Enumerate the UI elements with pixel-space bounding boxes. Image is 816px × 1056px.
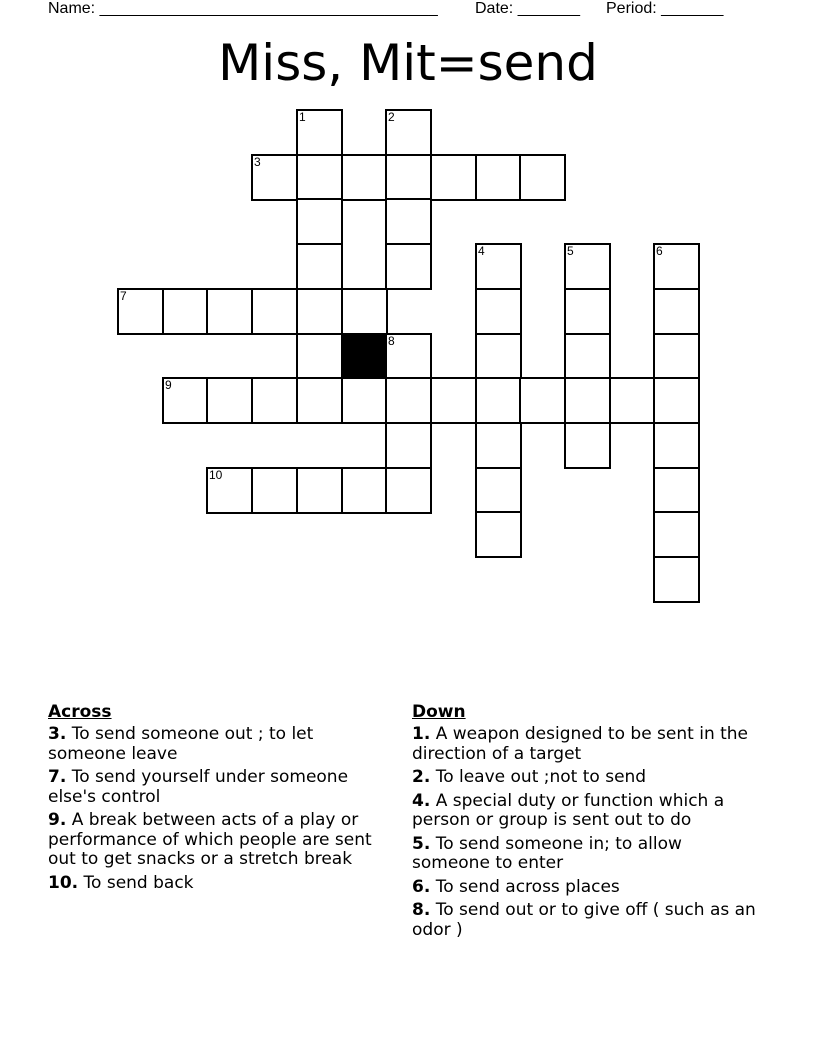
grid-cell[interactable] [475,467,522,514]
clue-down-4 [412,792,757,831]
grid-cell[interactable] [206,288,253,335]
grid-cell[interactable] [341,288,388,335]
clue-text: To send yourself under someone else's control [48,767,349,807]
clue-number: 1. [412,724,431,744]
clue-text: To send across places [435,876,620,897]
grid-cell[interactable] [564,422,611,469]
clue-number: 6. [412,876,431,897]
grid-cell[interactable] [296,154,343,201]
grid-cell[interactable] [564,333,611,380]
down-clues [412,702,757,944]
grid-cell[interactable] [296,467,343,514]
clue-number: 3. [48,724,67,744]
clue-number-label: 9 [165,378,172,392]
grid-cell[interactable] [653,511,700,558]
date-field-label: Date: _______ [475,0,580,17]
clue-text: A break between acts of a play or performance of which people are sent out to get snacks or a stretch break [48,810,372,869]
clue-text: A special duty or function which a person or group is sent out to do [412,790,725,830]
grid-cell[interactable] [430,377,477,424]
clue-number-label: 7 [120,289,127,303]
grid-cell[interactable] [206,467,253,514]
clue-number: 8. [412,900,431,920]
grid-cell[interactable] [475,243,522,290]
grid-cell[interactable] [296,198,343,245]
grid-cell[interactable] [296,377,343,424]
clue-text: A weapon designed to be sent in the direction of a target [412,724,749,764]
grid-cell[interactable] [475,511,522,558]
clue-number: 9. [48,810,67,830]
grid-cell[interactable] [206,377,253,424]
grid-cell[interactable] [296,243,343,290]
clue-across-10 [48,874,393,894]
clue-number: 7. [48,767,67,787]
grid-cell[interactable] [653,333,700,380]
clue-across-9 [48,811,393,870]
clue-number-label: 2 [388,110,395,124]
grid-cell[interactable] [519,377,566,424]
clue-across-3 [48,725,393,764]
clue-text: To leave out ;not to send [435,767,647,787]
clue-text: To send someone out ; to let someone leave [48,724,314,764]
down-heading: Down [412,702,466,722]
clue-number: 10. [48,872,79,893]
black-cell [341,333,388,380]
grid-cell[interactable] [475,333,522,380]
name-field-label: Name: ______________________________________ [48,0,438,17]
grid-cell[interactable] [430,154,477,201]
grid-cell[interactable] [296,288,343,335]
grid-cell[interactable] [385,243,432,290]
period-field-label: Period: _______ [606,0,724,17]
clue-number-label: 3 [254,155,261,169]
clue-down-6 [412,878,757,898]
clue-number-label: 4 [478,244,485,258]
grid-cell[interactable] [475,377,522,424]
grid-cell[interactable] [653,556,700,603]
grid-cell[interactable] [385,109,432,156]
grid-cell[interactable] [564,243,611,290]
clue-text: To send back [83,872,194,893]
grid-cell[interactable] [609,377,656,424]
grid-cell[interactable] [162,377,209,424]
clue-down-2 [412,768,757,788]
grid-cell[interactable] [385,377,432,424]
clue-number-label: 6 [656,244,663,258]
grid-cell[interactable] [564,288,611,335]
clue-down-5 [412,835,757,874]
grid-cell[interactable] [296,333,343,380]
clue-number: 2. [412,767,431,787]
clue-text: To send out or to give off ( such as an odor ) [412,900,756,940]
grid-cell[interactable] [251,154,298,201]
page-title: Miss, Mit=send [218,34,598,92]
grid-cell[interactable] [564,377,611,424]
grid-cell[interactable] [385,333,432,380]
grid-cell[interactable] [519,154,566,201]
grid-cell[interactable] [653,243,700,290]
clue-across-7 [48,768,393,807]
grid-cell[interactable] [162,288,209,335]
grid-cell[interactable] [385,467,432,514]
grid-cell[interactable] [653,467,700,514]
across-heading: Across [48,702,112,722]
grid-cell[interactable] [385,198,432,245]
clue-number-label: 10 [209,468,223,482]
grid-cell[interactable] [475,422,522,469]
clue-number: 5. [412,833,431,854]
grid-cell[interactable] [341,467,388,514]
grid-cell[interactable] [653,377,700,424]
clue-number-label: 5 [567,244,574,258]
grid-cell[interactable] [341,154,388,201]
clue-down-8 [412,901,757,940]
grid-cell[interactable] [653,288,700,335]
grid-cell[interactable] [385,422,432,469]
clue-down-1 [412,725,757,764]
across-clues [48,702,393,897]
clue-text: To send someone in; to allow someone to enter [412,833,682,873]
grid-cell[interactable] [251,377,298,424]
grid-cell[interactable] [117,288,164,335]
grid-cell[interactable] [653,422,700,469]
clue-number: 4. [412,790,431,811]
clue-number-label: 8 [388,334,395,348]
grid-cell[interactable] [296,109,343,156]
clue-number-label: 1 [299,110,306,124]
grid-cell[interactable] [385,154,432,201]
grid-cell[interactable] [475,288,522,335]
grid-cell[interactable] [475,154,522,201]
grid-cell[interactable] [341,377,388,424]
grid-cell[interactable] [251,288,298,335]
grid-cell[interactable] [251,467,298,514]
